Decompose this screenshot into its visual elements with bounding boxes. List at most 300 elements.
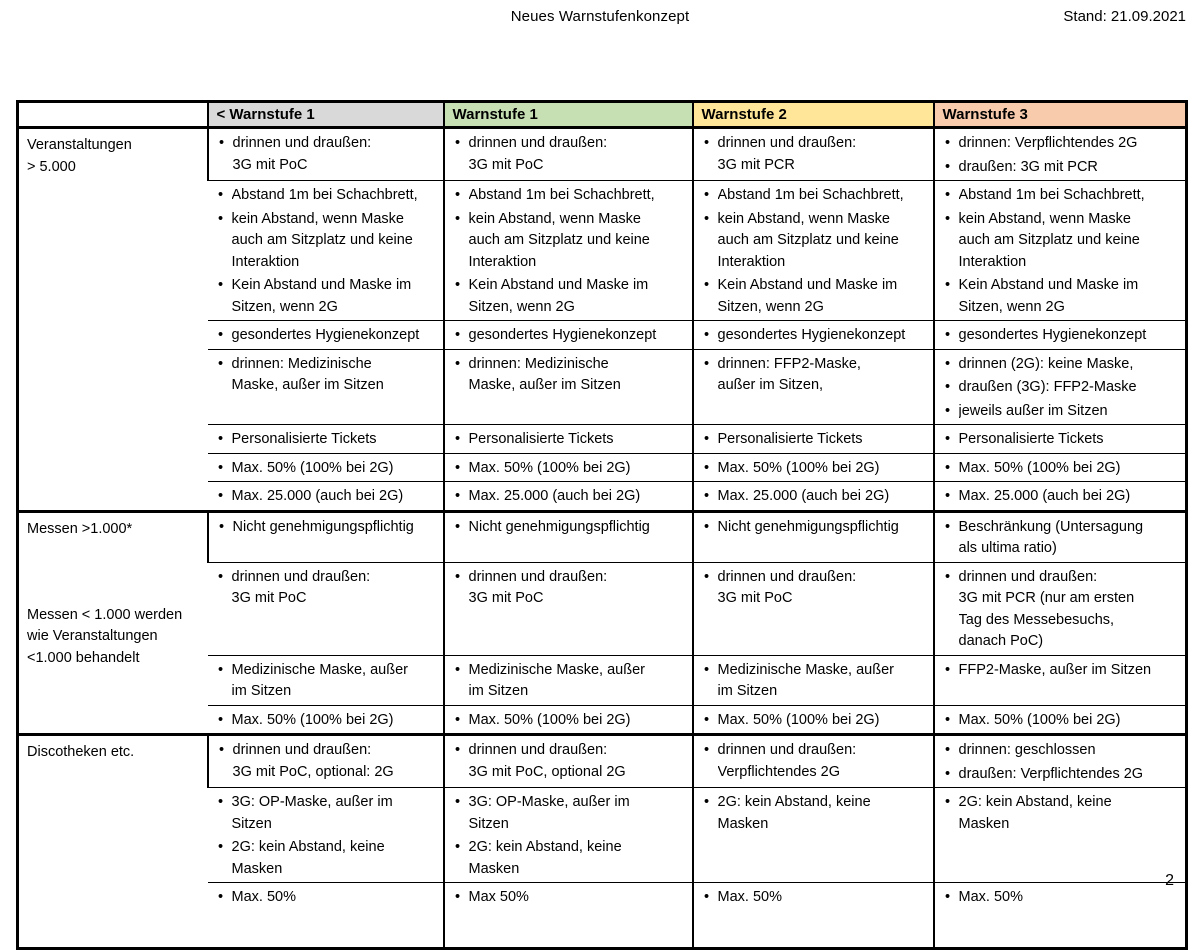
bullet-line: drinnen: Verpflichtendes 2G [958, 135, 1138, 151]
bullet-line: Sitzen, wenn 2G [231, 298, 338, 315]
table-cell [934, 453, 1187, 482]
bullet-icon: • [217, 889, 224, 905]
bullet-line: Sitzen, wenn 2G [468, 298, 575, 315]
bullet-icon: • [944, 277, 951, 293]
bullet-line: außer im Sitzen, [717, 377, 824, 393]
bullet-item [696, 429, 931, 451]
row-label [18, 128, 208, 512]
bullet-text [718, 792, 931, 835]
bullet-item [696, 887, 931, 909]
bullet-icon: • [944, 765, 951, 782]
bullet-icon: • [454, 488, 461, 504]
bullet-text [959, 133, 1184, 155]
bullet-line: Verpflichtendes 2G [717, 763, 841, 780]
bullet-text [959, 660, 1184, 682]
bullet-line: 2G: kein Abstand, keine [231, 839, 385, 855]
document-date: Stand: 21.09.2021 [1063, 8, 1186, 25]
bullet-icon: • [217, 839, 224, 855]
bullet-item [937, 133, 1184, 155]
bullet-text [469, 792, 690, 835]
bullet-line: kein Abstand, wenn Maske [958, 210, 1131, 227]
bullet-item [696, 792, 931, 835]
bullet-icon: • [703, 794, 710, 810]
bullet-line: Max. 50% (100% bei 2G) [468, 711, 631, 728]
bullet-line: gesondertes Hygienekonzept [231, 327, 420, 343]
bullet-line: Medizinische Maske, außer [231, 661, 408, 678]
bullet-item [937, 377, 1184, 399]
table-cell [444, 181, 693, 321]
bullet-line: Sitzen, wenn 2G [958, 298, 1065, 315]
table-cell [208, 655, 444, 705]
bullet-line: Medizinische Maske, außer [468, 661, 645, 678]
bullet-icon: • [944, 379, 951, 395]
bullet-line: auch am Sitzplatz und keine [231, 232, 413, 248]
bullet-line: 2G: kein Abstand, keine [717, 794, 871, 810]
bullet-icon: • [454, 661, 461, 678]
table-cell [444, 482, 693, 512]
table-row [18, 511, 1187, 562]
bullet-line: Kein Abstand und Maske im [231, 277, 412, 293]
table-body [18, 128, 1187, 949]
bullet-text [469, 740, 690, 783]
bullet-icon: • [454, 711, 461, 728]
bullet-text [469, 660, 690, 703]
bullet-line: Sitzen [231, 815, 272, 832]
bullet-line: Nicht genehmigungspflichtig [717, 518, 899, 535]
bullet-item [447, 325, 690, 347]
bullet-line: Max. 25.000 (auch bei 2G) [468, 488, 641, 504]
bullet-line: drinnen: geschlossen [958, 742, 1096, 758]
bullet-item [696, 209, 931, 274]
table-cell [693, 562, 934, 655]
bullet-icon: • [944, 794, 951, 810]
bullet-item [210, 887, 441, 909]
bullet-line: 2G: kein Abstand, keine [468, 839, 622, 855]
bullet-line: als ultima ratio) [958, 540, 1057, 556]
table-cell [934, 655, 1187, 705]
bullet-text [232, 209, 441, 274]
bullet-text [469, 517, 690, 539]
bullet-line: kein Abstand, wenn Maske [468, 210, 641, 227]
bullet-line: Max. 25.000 (auch bei 2G) [231, 488, 404, 504]
bullet-text [469, 133, 690, 176]
bullet-text [233, 517, 441, 539]
bullet-line: drinnen und draußen: [468, 568, 608, 585]
bullet-icon: • [944, 889, 951, 905]
bullet-text [959, 458, 1184, 480]
bullet-icon: • [703, 742, 710, 758]
bullet-text [718, 185, 931, 207]
table-cell [208, 883, 444, 949]
header-row [18, 102, 1187, 128]
table-cell [693, 735, 934, 788]
row-label [18, 511, 208, 735]
bullet-line: Max 50% [468, 889, 529, 905]
bullet-text [959, 275, 1184, 318]
bullet-icon: • [454, 794, 461, 810]
bullet-line: gesondertes Hygienekonzept [717, 327, 906, 343]
table-cell [693, 655, 934, 705]
bullet-icon: • [217, 488, 224, 504]
bullet-item [937, 764, 1184, 786]
bullet-item [937, 710, 1184, 732]
bullet-item [696, 133, 931, 176]
bullet-line: drinnen und draußen: [717, 135, 857, 151]
bullet-item [210, 837, 441, 880]
table-cell [208, 788, 444, 883]
bullet-icon: • [217, 711, 224, 728]
table-cell [934, 735, 1187, 788]
bullet-icon: • [454, 277, 461, 293]
table-cell [934, 705, 1187, 735]
table-cell [934, 482, 1187, 512]
bullet-line: Max. 50% (100% bei 2G) [958, 459, 1121, 476]
bullet-text [718, 354, 931, 397]
bullet-item [210, 458, 441, 480]
table-cell [693, 181, 934, 321]
bullet-icon: • [703, 431, 710, 447]
bullet-text [233, 133, 441, 176]
bullet-line: Personalisierte Tickets [231, 431, 377, 447]
bullet-line: Sitzen, wenn 2G [717, 298, 824, 315]
bullet-text [959, 740, 1184, 762]
bullet-text [232, 458, 441, 480]
bullet-line: Max. 50% (100% bei 2G) [717, 459, 880, 476]
bullet-item [937, 486, 1184, 508]
bullet-icon: • [703, 327, 710, 343]
bullet-line: 3G mit PoC [232, 156, 308, 173]
bullet-item [696, 458, 931, 480]
bullet-icon: • [454, 889, 461, 905]
column-header: Warnstufe 1 [444, 102, 693, 128]
bullet-icon: • [217, 459, 224, 476]
bullet-icon: • [217, 431, 224, 447]
bullet-line: drinnen und draußen: [468, 742, 608, 758]
table-cell [444, 128, 693, 181]
page-title: Neues Warnstufenkonzept [510, 8, 690, 25]
bullet-line: Nicht genehmigungspflichtig [232, 518, 414, 535]
bullet-icon: • [944, 742, 951, 758]
bullet-line: Personalisierte Tickets [468, 431, 614, 447]
bullet-item [696, 517, 931, 539]
bullet-line: Maske, außer im Sitzen [468, 377, 621, 393]
bullet-text [232, 567, 441, 610]
bullet-item [210, 660, 441, 703]
bullet-text [718, 710, 931, 732]
bullet-item [447, 458, 690, 480]
bullet-text [959, 354, 1184, 376]
bullet-line: Interaktion [468, 253, 537, 270]
bullet-line: gesondertes Hygienekonzept [958, 327, 1147, 343]
bullet-item [447, 837, 690, 880]
table-cell [208, 425, 444, 454]
bullet-icon: • [217, 327, 224, 343]
table-cell [208, 128, 444, 181]
bullet-line: Interaktion [231, 253, 300, 270]
bullet-line: Interaktion [958, 253, 1027, 270]
bullet-text [718, 275, 931, 318]
bullet-icon: • [944, 327, 951, 343]
bullet-line: Medizinische Maske, außer [717, 661, 894, 678]
bullet-item [447, 486, 690, 508]
bullet-text [469, 486, 690, 508]
bullet-text [959, 486, 1184, 508]
bullet-item [696, 660, 931, 703]
bullet-line: 3G mit PoC [717, 590, 793, 606]
bullet-icon: • [703, 488, 710, 504]
bullet-text [718, 567, 931, 610]
bullet-icon: • [703, 459, 710, 476]
bullet-text [469, 429, 690, 451]
row-label [18, 735, 208, 949]
bullet-text [959, 377, 1184, 399]
table-cell [934, 321, 1187, 350]
bullet-text [232, 887, 441, 909]
bullet-line: 3G mit PoC, optional 2G [468, 763, 626, 780]
bullet-text [718, 486, 931, 508]
bullet-line: Kein Abstand und Maske im [468, 277, 649, 293]
table-cell [934, 349, 1187, 425]
bullet-line: drinnen und draußen: [717, 742, 857, 758]
bullet-line: auch am Sitzplatz und keine [468, 232, 650, 248]
bullet-item [210, 429, 441, 451]
table-cell [693, 453, 934, 482]
bullet-item [210, 792, 441, 835]
table-cell [934, 181, 1187, 321]
bullet-line: Max. 50% (100% bei 2G) [958, 711, 1121, 728]
bullet-item [696, 354, 931, 397]
bullet-text [718, 458, 931, 480]
bullet-text [718, 740, 931, 783]
bullet-icon: • [944, 459, 951, 476]
bullet-line: Kein Abstand und Maske im [717, 277, 898, 293]
table-cell [693, 321, 934, 350]
header-cell-empty [18, 102, 208, 128]
bullet-line: Max. 50% (100% bei 2G) [468, 459, 631, 476]
table-cell [934, 511, 1187, 562]
bullet-item [447, 887, 690, 909]
bullet-line: kein Abstand, wenn Maske [717, 210, 890, 227]
bullet-line: 2G: kein Abstand, keine [958, 794, 1112, 810]
table-row [18, 128, 1187, 181]
bullet-text [232, 275, 441, 318]
bullet-icon: • [454, 187, 461, 203]
bullet-text [232, 660, 441, 703]
bullet-line: Abstand 1m bei Schachbrett, [231, 187, 418, 203]
bullet-item [696, 567, 931, 610]
bullet-line: Tag des Messebesuchs, [958, 611, 1115, 628]
bullet-item [210, 325, 441, 347]
bullet-item [937, 185, 1184, 207]
bullet-line: Max. 50% [231, 889, 296, 905]
column-header: < Warnstufe 1 [208, 102, 444, 128]
bullet-item [210, 209, 441, 274]
bullet-line: Max. 50% (100% bei 2G) [231, 711, 394, 728]
bullet-line: Max. 50% [958, 889, 1023, 905]
bullet-icon: • [217, 355, 224, 372]
bullet-text [959, 325, 1184, 347]
table-cell [444, 453, 693, 482]
bullet-text [232, 354, 441, 397]
bullet-line: drinnen: Medizinische [231, 355, 372, 372]
bullet-line: 3G mit PoC, optional: 2G [232, 763, 394, 780]
bullet-text [718, 429, 931, 451]
bullet-icon: • [703, 210, 710, 227]
bullet-icon: • [703, 187, 710, 203]
bullet-text [232, 710, 441, 732]
bullet-text [469, 887, 690, 909]
bullet-item [937, 517, 1184, 560]
bullet-item [210, 275, 441, 318]
bullet-line: gesondertes Hygienekonzept [468, 327, 657, 343]
bullet-text [959, 567, 1184, 653]
bullet-line: Max. 50% (100% bei 2G) [717, 711, 880, 728]
bullet-item [211, 517, 441, 539]
bullet-icon: • [454, 327, 461, 343]
warnstufen-table [16, 100, 1188, 950]
table-cell [444, 349, 693, 425]
bullet-line: Masken [717, 815, 769, 832]
table-cell [934, 883, 1187, 949]
bullet-text [469, 185, 690, 207]
table-cell [693, 425, 934, 454]
bullet-line: drinnen und draußen: [231, 568, 371, 585]
bullet-text [718, 209, 931, 274]
bullet-line: Abstand 1m bei Schachbrett, [958, 187, 1145, 203]
bullet-line: Masken [231, 860, 283, 877]
bullet-text [959, 185, 1184, 207]
page-number: 2 [1165, 872, 1174, 889]
bullet-icon: • [944, 661, 951, 678]
table-cell [444, 735, 693, 788]
bullet-line: 3G: OP-Maske, außer im [468, 794, 630, 810]
bullet-item [447, 185, 690, 207]
bullet-text [959, 710, 1184, 732]
bullet-line: Max. 25.000 (auch bei 2G) [958, 488, 1131, 504]
bullet-text [469, 458, 690, 480]
table-cell [444, 788, 693, 883]
bullet-icon: • [217, 277, 224, 293]
bullet-icon: • [454, 742, 461, 758]
bullet-item [447, 429, 690, 451]
bullet-text [718, 660, 931, 703]
bullet-item [937, 740, 1184, 762]
bullet-item [211, 740, 441, 783]
bullet-line: Max. 50% [717, 889, 782, 905]
bullet-text [959, 429, 1184, 451]
bullet-text [232, 792, 441, 835]
bullet-item [447, 792, 690, 835]
bullet-icon: • [944, 518, 951, 535]
bullet-icon: • [703, 568, 710, 585]
bullet-text [469, 275, 690, 318]
bullet-icon: • [703, 135, 710, 151]
table-cell [444, 321, 693, 350]
table-row [18, 735, 1187, 788]
bullet-icon: • [703, 355, 710, 372]
bullet-line: 3G mit PoC [468, 590, 544, 606]
bullet-item [937, 660, 1184, 682]
table-cell [208, 705, 444, 735]
bullet-line: Kein Abstand und Maske im [958, 277, 1139, 293]
bullet-icon: • [217, 794, 224, 810]
table-cell [934, 425, 1187, 454]
table-cell [208, 511, 444, 562]
table-cell [208, 321, 444, 350]
bullet-line: danach PoC) [958, 633, 1044, 649]
column-header: Warnstufe 3 [934, 102, 1187, 128]
bullet-icon: • [218, 518, 225, 535]
row-label-line: wie Veranstaltungen [27, 628, 158, 644]
bullet-item [937, 275, 1184, 318]
bullet-item [210, 710, 441, 732]
bullet-line: drinnen: Medizinische [468, 355, 609, 372]
bullet-line: draußen: Verpflichtendes 2G [958, 765, 1144, 782]
row-label-line [27, 540, 203, 562]
bullet-line: 3G mit PCR [717, 156, 795, 173]
bullet-icon: • [944, 488, 951, 504]
column-header: Warnstufe 2 [693, 102, 934, 128]
bullet-item [447, 710, 690, 732]
bullet-icon: • [944, 568, 951, 585]
bullet-line: Masken [958, 815, 1010, 832]
table-cell [208, 349, 444, 425]
bullet-icon: • [454, 568, 461, 585]
bullet-text [718, 517, 931, 539]
bullet-icon: • [454, 355, 461, 372]
bullet-icon: • [944, 158, 951, 175]
bullet-text [959, 401, 1184, 423]
table-cell [693, 883, 934, 949]
bullet-line: drinnen und draußen: [232, 742, 372, 758]
table-cell [208, 482, 444, 512]
bullet-line: Max. 50% (100% bei 2G) [231, 459, 394, 476]
bullet-text [469, 837, 690, 880]
bullet-text [233, 740, 441, 783]
table-cell [693, 482, 934, 512]
table-cell [693, 128, 934, 181]
bullet-item [447, 275, 690, 318]
bullet-icon: • [703, 711, 710, 728]
bullet-line: 3G mit PoC [468, 156, 544, 173]
bullet-text [232, 325, 441, 347]
bullet-item [696, 710, 931, 732]
bullet-line: im Sitzen [717, 683, 778, 699]
bullet-item [211, 133, 441, 176]
bullet-line: jeweils außer im Sitzen [958, 402, 1108, 419]
bullet-line: Personalisierte Tickets [717, 431, 863, 447]
bullet-icon: • [218, 742, 225, 758]
bullet-text [959, 157, 1184, 179]
bullet-item [447, 354, 690, 397]
bullet-item [937, 157, 1184, 179]
table-cell [693, 349, 934, 425]
bullet-line: 3G mit PCR (nur am ersten [958, 590, 1135, 606]
table-header [18, 102, 1187, 128]
bullet-line: drinnen: FFP2-Maske, [717, 355, 861, 372]
bullet-icon: • [454, 210, 461, 227]
bullet-item [937, 354, 1184, 376]
bullet-line: Abstand 1m bei Schachbrett, [468, 187, 655, 203]
bullet-line: Beschränkung (Untersagung [958, 518, 1144, 535]
row-label-line [27, 583, 203, 605]
bullet-line: Masken [468, 860, 520, 877]
bullet-icon: • [454, 839, 461, 855]
bullet-icon: • [944, 187, 951, 203]
bullet-icon: • [944, 210, 951, 227]
bullet-text [232, 837, 441, 880]
bullet-line: 3G mit PoC [231, 590, 307, 606]
